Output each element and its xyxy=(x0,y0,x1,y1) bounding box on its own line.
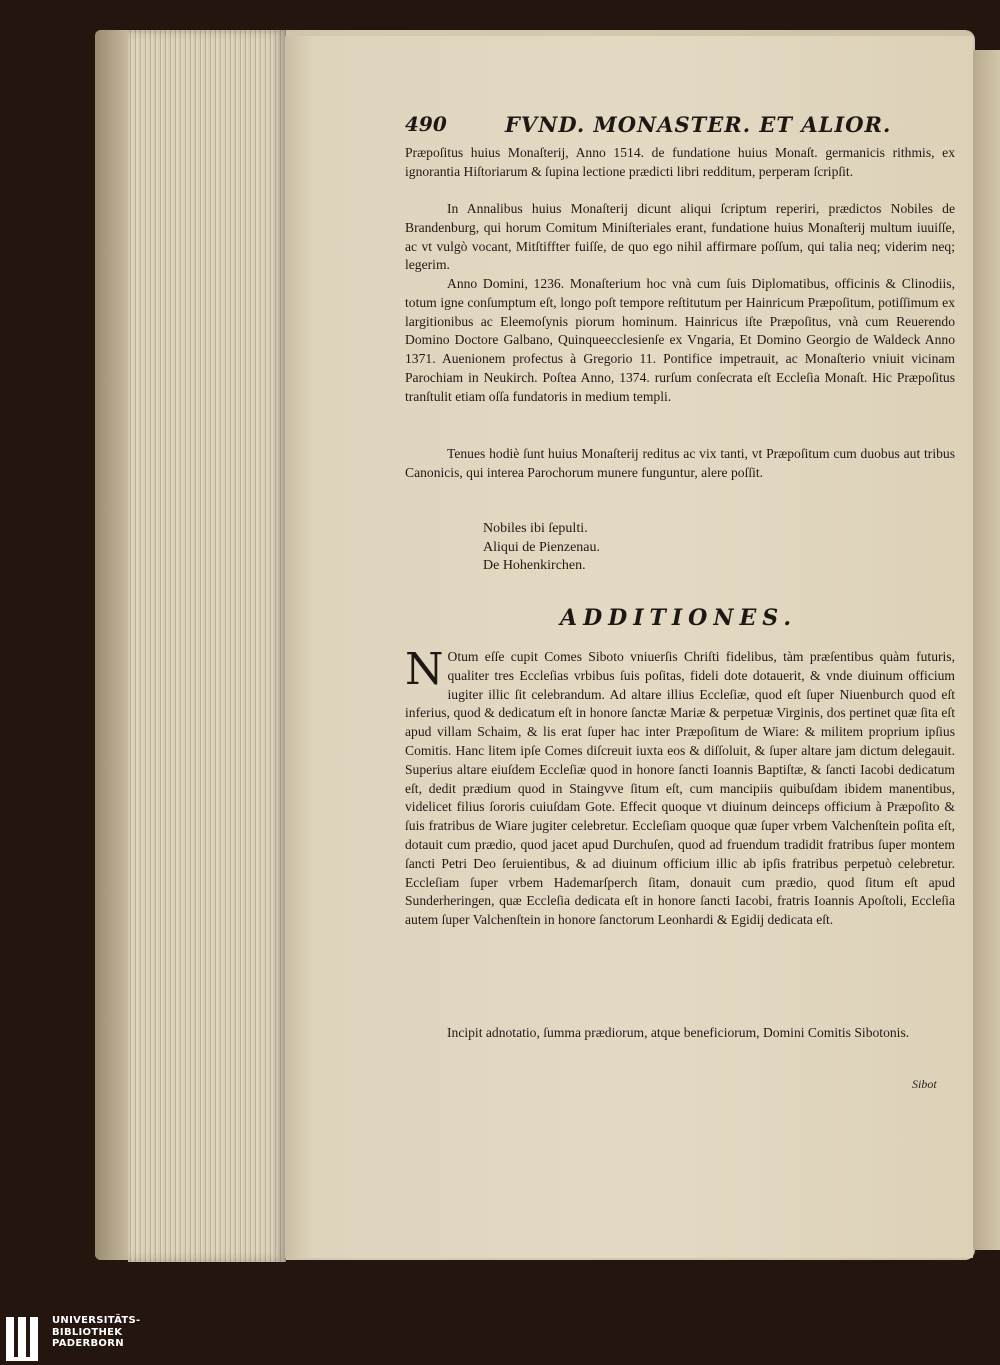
page-header xyxy=(405,112,965,142)
buried-item: Aliqui de Pienzenau. xyxy=(483,539,601,555)
library-logo-icon xyxy=(4,1313,44,1363)
catchword: Sibot xyxy=(912,1077,937,1091)
paragraph-annales: In Annalibus huius Monaſterij dicunt aliqui ſcriptum reperiri, prædictos Nobiles de Brandenburg, qui horum Comitum Miniſteriales erant, fundatione huius Monaſterij multum iuuiſſe, ac vt vulgò vocant, Mitſtiffter fuiſſe, de quo ego nihil affirmare poſſum, qui talia neq; viderim neq; legerim. xyxy=(405,201,955,273)
section-title-additiones: ADDITIONES. xyxy=(560,605,797,631)
paragraph-anno-domini: Anno Domini, 1236. Monaſterium hoc vnà cum ſuis Diplomatibus, officinis & Clinodiis, totum igne conſumptum eſt, longo poſt tempore reſtitutum per Hainricum Præpoſitum, potiſſimum ex largitionibus ac Eleemoſynis piorum hominum. Hainricus iſte Præpoſitus, vnà cum Reuerendo Domino Doctore Galbano, Quinqueecclesienſe ex Vngaria, Et Domino Georgio de Waldeck Anno 1371. Auenionem profectus à Gregorio 11. Pontifice impetrauit, ac Monaſterio vniuit vicinam Parochiam in Neukirch. Poſtea Anno, 1374. rurſum conſecrata eſt Eccleſia Monaſt. Hic Præpoſitus tranſtulit etiam oſſa fundatoris in medium templi. xyxy=(405,276,955,404)
logo-line: BIBLIOTHEK xyxy=(52,1326,123,1338)
logo-line: PADERBORN xyxy=(52,1338,124,1349)
buried-item: De Hohenkirchen. xyxy=(483,558,586,573)
paragraph-prepositus: Præpoſitus huius Monaſterij, Anno 1514. de fundatione huius Monaſt. germanicis rithmis, ex ignorantia Hiſtoriarum & ſupina lectione prædicti libri redditum, perperam ſcripſit. xyxy=(405,145,955,179)
page-edges xyxy=(128,30,286,1262)
running-head: FVND. MONASTER. ET ALIOR. xyxy=(505,112,892,137)
buried-nobles-list xyxy=(483,520,783,576)
paragraph-incipit: Incipit adnotatio, ſumma prædiorum, atque beneficiorum, Domini Comitis Sibotonis. xyxy=(447,1025,910,1040)
additiones-text: Otum eſſe cupit Comes Siboto vniuerſis Chriſti fidelibus, tàm præſentibus quàm futuris, qualiter tres Eccleſias vrbibus ſuis poſitas, fideli dote dotauerit, & vnde diuinum officium iugiter illic ſit celebrandum. Ad altare illius Eccleſiæ, quod eſt ſuper Niuenburch quod eſt inferius, quod & dedicatum eſt in honore ſanctæ Mariæ & perpetuæ Virginis, dos pertinet quæ ſita eſt apud villam Schaim, & lis erat ſuper hac inter Præpoſitum de Wiare: & militem proprium ipſius Comitis. Hanc litem ipſe Comes diſcreuit iuxta eos & diſſoluit, & ſuper altare jam dictum delegauit. Superius altare eiuſdem Eccleſiæ quod in honore ſancti Ioannis Baptiſtæ, & ſancti Iacobi dedicatum eſt, dedit prædium quod in Staingvve ſitum eſt, cum mancipiis quibuſdam ibidem manentibus, videlicet filius ſororis cuiuſdam Gote. Effecit quoque vt diuinum deinceps officium à Præpoſito & ſuis fratribus de Wiare jugiter celebretur. Eccleſiam quoque quæ ſuper vrbem Valchenſtein poſita eſt, dotauit cum prædio, quod jacet apud Durchuſen, quod ad fruendum tradidit fratribus ſuper montem ſancti Petri Deo ſeruientibus, & ad diuinum officium illic ab ipſis fratribus perpetuò celebretur. Eccleſiam ſuper vrbem Hademarſperch ſitam, donauit cum prædio, quod ſitum eſt apud Sunderheringen, quæ Eccleſia dedicata eſt in honore ſancti Iacobi, fratris Ioannis Apoſtoli, Eccleſia autem ſuper Valchenſtein in honore ſanctorum Leonhardi & Egidij dedicata eſt. xyxy=(405,649,955,928)
logo-line: UNIVERSITÄTS- xyxy=(52,1315,141,1326)
page-number: 490 xyxy=(405,112,447,136)
library-logo-text xyxy=(52,1315,162,1350)
drop-cap-initial: N xyxy=(405,644,444,695)
paragraph-tenues: Tenues hodiè ſunt huius Monaſterij reditus ac vix tanti, vt Præpoſitum cum duobus aut tribus Canonicis, qui interea Parochorum munere funguntur, alere poſſit. xyxy=(405,446,955,480)
paragraph-additiones xyxy=(405,644,955,930)
buried-heading: Nobiles ibi ſepulti. xyxy=(483,521,588,536)
library-logo xyxy=(0,1305,160,1365)
